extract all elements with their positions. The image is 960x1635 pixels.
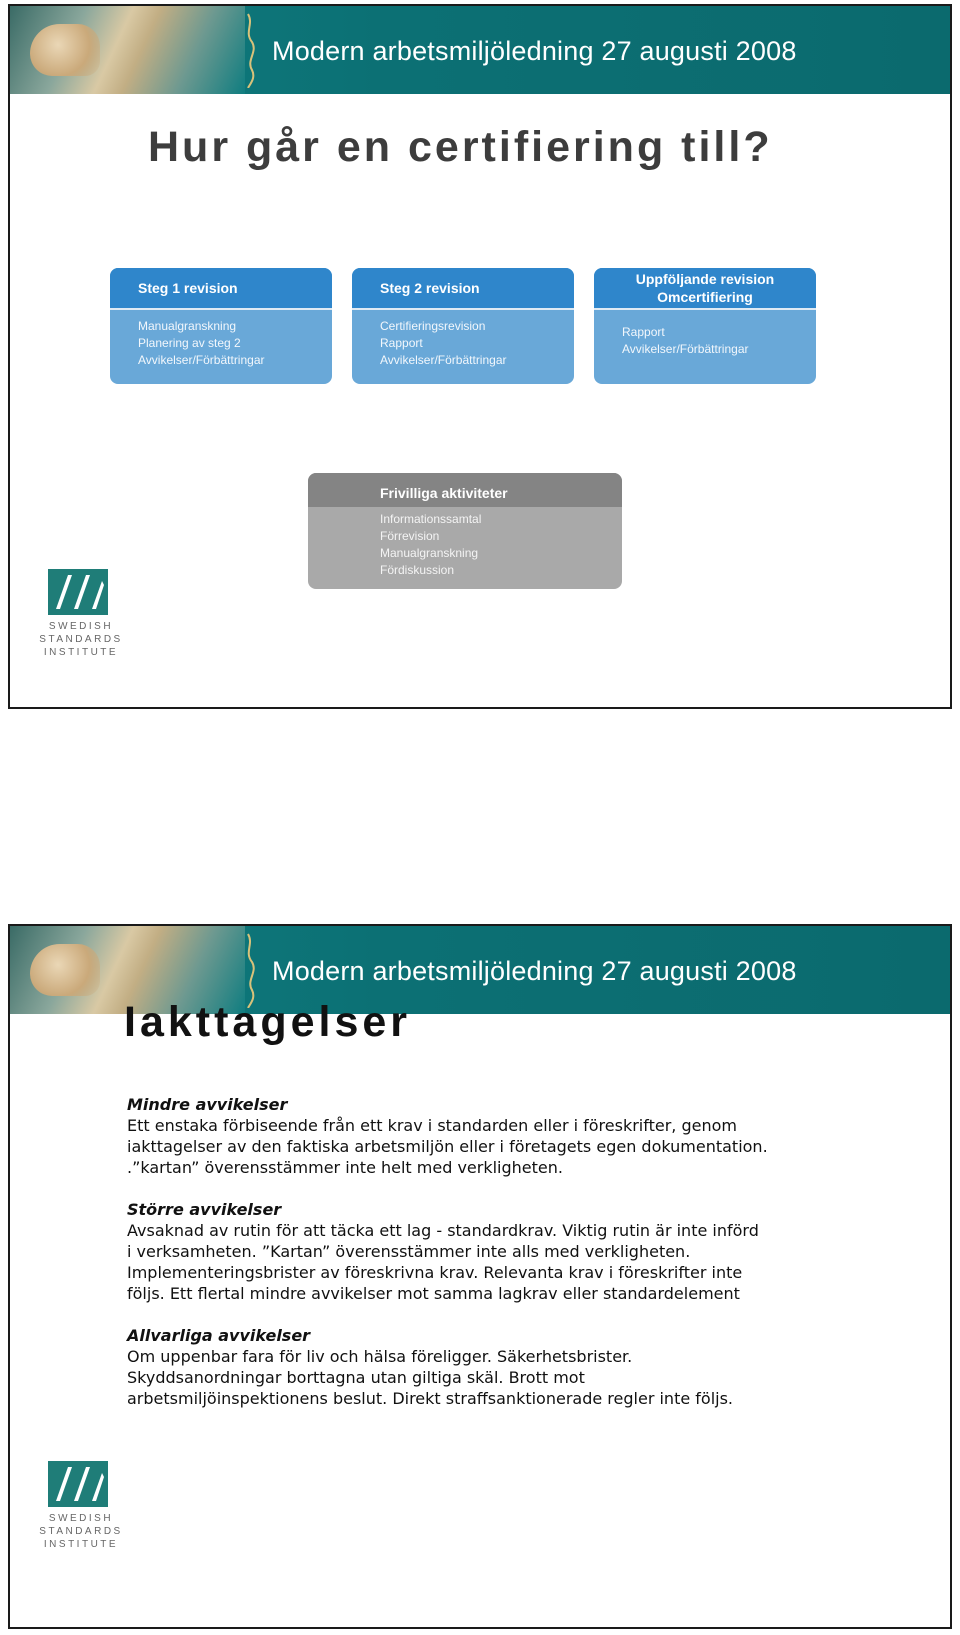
step-2-heading: Steg 2 revision bbox=[352, 268, 574, 310]
voluntary-heading: Frivilliga aktiviteter bbox=[308, 473, 622, 507]
block-heading: Allvarliga avvikelser bbox=[127, 1326, 311, 1345]
block-text: Om uppenbar fara för liv och hälsa föreligger. Säkerhetsbrister. Skyddsanordningar borttagna utan giltiga skäl. Brott mot arbetsmiljöinspektionens beslut. Direkt straffsanktionerade regler inte följs. bbox=[127, 1347, 733, 1408]
header-banner bbox=[10, 6, 950, 94]
step-3-heading-line: Omcertifiering bbox=[657, 289, 753, 305]
step-3-heading bbox=[594, 268, 816, 310]
step-1-heading: Steg 1 revision bbox=[110, 268, 332, 310]
block-heading: Mindre avvikelser bbox=[127, 1095, 288, 1114]
step-1-box bbox=[110, 268, 332, 384]
block-text: Ett enstaka förbiseende från ett krav i standarden eller i föreskrifter, genom iakttagelser av den faktiska arbetsmiljön eller i företagets egen dokumentation. .”kartan” överensstämmer inte helt med verkligheten. bbox=[127, 1116, 768, 1177]
logo-text: STANDARDS bbox=[39, 1526, 123, 1537]
step-2-line: Avvikelser/Förbättringar bbox=[380, 353, 507, 367]
logo-text: SWEDISH bbox=[48, 621, 114, 632]
logo-text: INSTITUTE bbox=[43, 1539, 119, 1550]
sis-logo bbox=[38, 569, 124, 661]
block-heading: Större avvikelser bbox=[127, 1200, 282, 1219]
step-1-line: Planering av steg 2 bbox=[138, 336, 241, 350]
minor-deviations-block bbox=[127, 1094, 927, 1178]
step-1-line: Manualgranskning bbox=[138, 319, 237, 333]
voluntary-line: Fördiskussion bbox=[380, 563, 455, 577]
banner-photo bbox=[10, 6, 245, 94]
sis-logo-mark-icon bbox=[48, 569, 108, 615]
block-text: Avsaknad av rutin för att täcka ett lag - standardkrav. Viktig rutin är inte införd i verksamheten. ”Kartan” överensstämmer inte alls med verkligheten. Implementeringsbrister av föreskrivna krav. Relevanta krav i föreskrifter inte följs. Ett flertal mindre avvikelser mot samma lagkrav eller standardelement bbox=[127, 1221, 759, 1303]
slide-certification bbox=[8, 4, 952, 709]
sis-logo-mark-icon bbox=[48, 1461, 108, 1507]
step-2-line: Rapport bbox=[380, 336, 423, 350]
step-2-box bbox=[352, 268, 574, 384]
step-2-line: Certifieringsrevision bbox=[380, 319, 486, 333]
slide-title: Iakttagelser bbox=[124, 998, 412, 1046]
step-3-line: Rapport bbox=[622, 325, 665, 339]
step-3-box bbox=[594, 268, 816, 384]
sis-logo bbox=[38, 1461, 124, 1553]
voluntary-line: Förrevision bbox=[380, 529, 440, 543]
voluntary-activities-box bbox=[308, 473, 622, 589]
banner-squiggle-icon bbox=[240, 12, 260, 88]
banner-title: Modern arbetsmiljöledning 27 augusti 2008 bbox=[272, 36, 797, 66]
logo-text: SWEDISH bbox=[48, 1513, 114, 1524]
voluntary-line: Manualgranskning bbox=[380, 546, 479, 560]
logo-text: STANDARDS bbox=[39, 634, 123, 645]
logo-text: INSTITUTE bbox=[43, 647, 119, 658]
slide-title: Hur går en certifiering till? bbox=[148, 123, 773, 171]
banner-squiggle-icon bbox=[240, 932, 260, 1008]
step-3-heading-line: Uppföljande revision bbox=[635, 271, 775, 287]
voluntary-line: Informationssamtal bbox=[380, 512, 482, 526]
major-deviations-block bbox=[127, 1199, 927, 1304]
step-1-line: Avvikelser/Förbättringar bbox=[138, 353, 265, 367]
banner-title: Modern arbetsmiljöledning 27 augusti 2008 bbox=[272, 956, 797, 986]
serious-deviations-block bbox=[127, 1325, 927, 1409]
slide-observations bbox=[8, 924, 952, 1629]
step-3-line: Avvikelser/Förbättringar bbox=[622, 342, 749, 356]
